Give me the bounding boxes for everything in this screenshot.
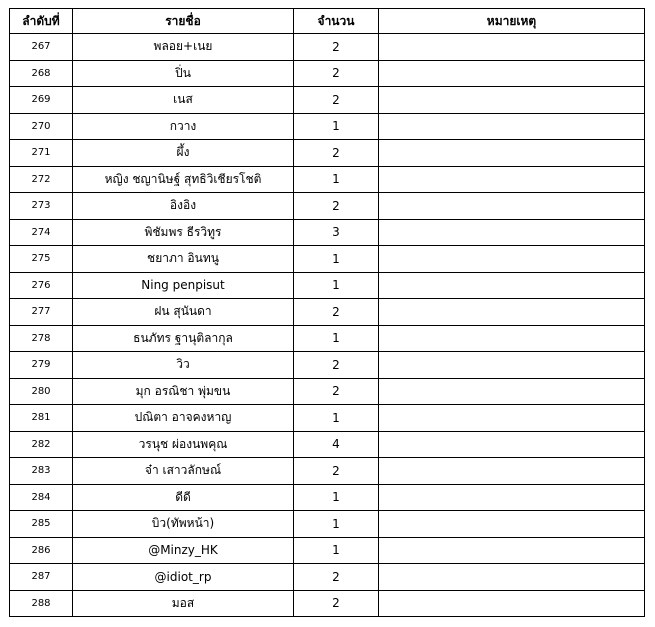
cell-no: 279 — [10, 352, 73, 379]
cell-no: 287 — [10, 564, 73, 591]
cell-note — [379, 140, 645, 167]
cell-no: 280 — [10, 378, 73, 405]
header-row — [10, 9, 645, 34]
cell-no: 268 — [10, 60, 73, 87]
cell-no: 270 — [10, 113, 73, 140]
cell-note — [379, 352, 645, 379]
cell-qty: 4 — [294, 431, 379, 458]
cell-name: มุก อรณิชา พุ่มขน — [73, 378, 294, 405]
cell-no: 274 — [10, 219, 73, 246]
cell-qty: 2 — [294, 590, 379, 617]
cell-name: บิว(ทัพหน้า) — [73, 511, 294, 538]
cell-qty: 3 — [294, 219, 379, 246]
cell-name: พลอย+เนย — [73, 34, 294, 61]
cell-no: 273 — [10, 193, 73, 220]
cell-qty: 1 — [294, 405, 379, 432]
cell-note — [379, 299, 645, 326]
table-row — [10, 378, 645, 405]
cell-note — [379, 537, 645, 564]
cell-qty: 2 — [294, 60, 379, 87]
cell-note — [379, 246, 645, 273]
cell-name: กวาง — [73, 113, 294, 140]
table-row — [10, 325, 645, 352]
cell-no: 284 — [10, 484, 73, 511]
table-row — [10, 511, 645, 538]
table-row — [10, 405, 645, 432]
table-row — [10, 458, 645, 485]
cell-no: 272 — [10, 166, 73, 193]
cell-name: ปิ่น — [73, 60, 294, 87]
table-body — [10, 34, 645, 617]
cell-qty: 1 — [294, 166, 379, 193]
cell-note — [379, 458, 645, 485]
cell-name: ชยาภา อินทนู — [73, 246, 294, 273]
cell-qty: 1 — [294, 325, 379, 352]
cell-name: หญิง ชญานิษฐ์ สุทธิวิเชียรโชติ — [73, 166, 294, 193]
cell-qty: 2 — [294, 140, 379, 167]
cell-note — [379, 113, 645, 140]
cell-name: มอส — [73, 590, 294, 617]
cell-qty: 1 — [294, 484, 379, 511]
cell-name: Ning penpisut — [73, 272, 294, 299]
table-row — [10, 60, 645, 87]
table-row — [10, 484, 645, 511]
roster-table — [9, 8, 645, 617]
cell-note — [379, 219, 645, 246]
cell-no: 283 — [10, 458, 73, 485]
cell-qty: 2 — [294, 352, 379, 379]
cell-note — [379, 272, 645, 299]
cell-note — [379, 484, 645, 511]
header-note: หมายเหตุ — [379, 9, 645, 34]
cell-no: 286 — [10, 537, 73, 564]
table-row — [10, 352, 645, 379]
table-row — [10, 87, 645, 114]
table-row — [10, 590, 645, 617]
cell-note — [379, 378, 645, 405]
cell-qty: 1 — [294, 537, 379, 564]
cell-name: เนส — [73, 87, 294, 114]
table-row — [10, 272, 645, 299]
header-qty: จำนวน — [294, 9, 379, 34]
cell-qty: 1 — [294, 246, 379, 273]
table-row — [10, 166, 645, 193]
cell-qty: 2 — [294, 34, 379, 61]
cell-name: ดีดี — [73, 484, 294, 511]
table-row — [10, 431, 645, 458]
cell-no: 275 — [10, 246, 73, 273]
table-row — [10, 113, 645, 140]
table-row — [10, 34, 645, 61]
table-row — [10, 537, 645, 564]
table-row — [10, 246, 645, 273]
cell-name: ธนภัทร ฐานุติลากุล — [73, 325, 294, 352]
table-row — [10, 564, 645, 591]
cell-note — [379, 87, 645, 114]
cell-name: จ๋า เสาวลักษณ์ — [73, 458, 294, 485]
cell-no: 288 — [10, 590, 73, 617]
cell-name: ฝน สุนันดา — [73, 299, 294, 326]
cell-note — [379, 564, 645, 591]
cell-name: ปณิตา อาจคงหาญ — [73, 405, 294, 432]
table-row — [10, 140, 645, 167]
cell-name: @Minzy_HK — [73, 537, 294, 564]
cell-qty: 2 — [294, 299, 379, 326]
cell-no: 276 — [10, 272, 73, 299]
header-no: ลำดับที่ — [10, 9, 73, 34]
cell-note — [379, 590, 645, 617]
cell-note — [379, 431, 645, 458]
cell-note — [379, 511, 645, 538]
cell-qty: 2 — [294, 564, 379, 591]
cell-note — [379, 34, 645, 61]
cell-no: 282 — [10, 431, 73, 458]
cell-name: ผึ้ง — [73, 140, 294, 167]
cell-qty: 2 — [294, 87, 379, 114]
cell-qty: 1 — [294, 113, 379, 140]
cell-note — [379, 60, 645, 87]
cell-note — [379, 405, 645, 432]
cell-qty: 1 — [294, 272, 379, 299]
table-row — [10, 219, 645, 246]
cell-qty: 2 — [294, 458, 379, 485]
cell-no: 285 — [10, 511, 73, 538]
cell-no: 267 — [10, 34, 73, 61]
cell-no: 277 — [10, 299, 73, 326]
header-name: รายชื่อ — [73, 9, 294, 34]
cell-name: พิชัมพร ธีรวิทูร — [73, 219, 294, 246]
cell-no: 269 — [10, 87, 73, 114]
cell-note — [379, 325, 645, 352]
table-row — [10, 299, 645, 326]
cell-name: วิว — [73, 352, 294, 379]
cell-no: 271 — [10, 140, 73, 167]
cell-qty: 2 — [294, 193, 379, 220]
cell-name: @idiot_rp — [73, 564, 294, 591]
cell-name: อิงอิง — [73, 193, 294, 220]
cell-note — [379, 166, 645, 193]
cell-no: 281 — [10, 405, 73, 432]
cell-qty: 1 — [294, 511, 379, 538]
cell-qty: 2 — [294, 378, 379, 405]
cell-name: วรนุช ผ่องนพคุณ — [73, 431, 294, 458]
table-row — [10, 193, 645, 220]
cell-no: 278 — [10, 325, 73, 352]
cell-note — [379, 193, 645, 220]
